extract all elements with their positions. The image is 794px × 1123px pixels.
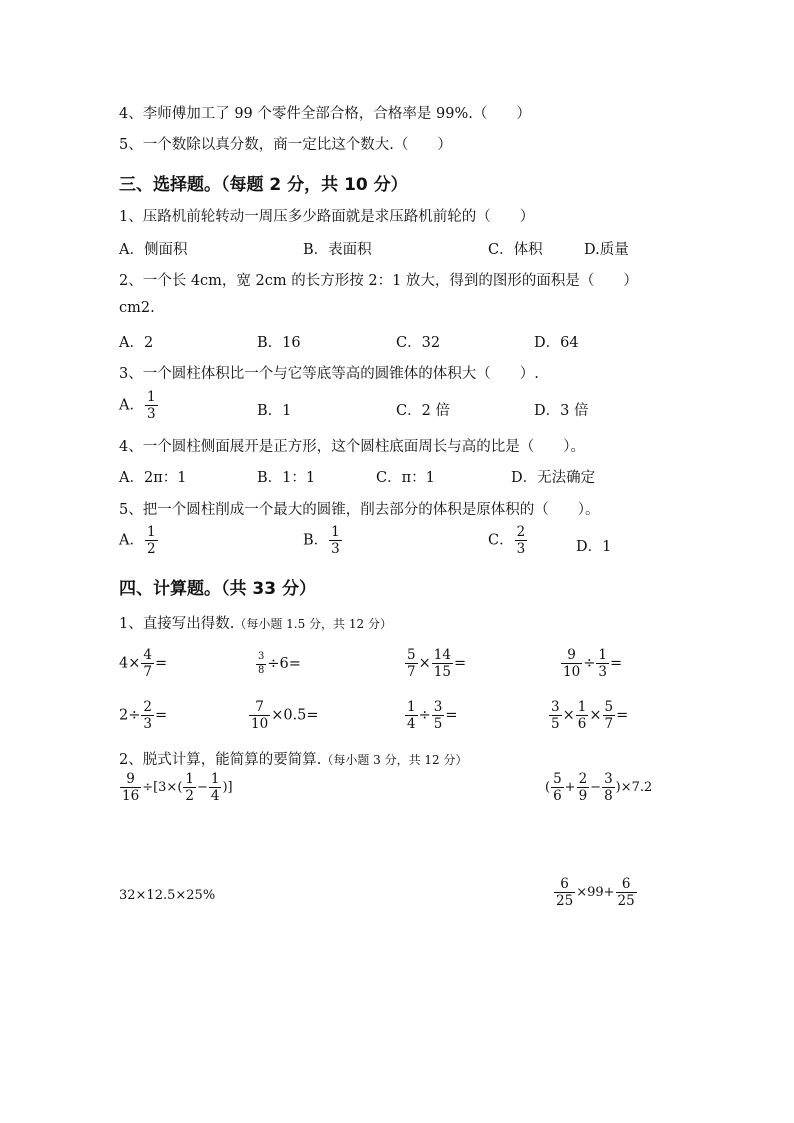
judge-q5: 5、一个数除以真分数，商一定比这个数大.（ ） [119, 137, 452, 153]
s3-q2-option-c: C．32 [396, 335, 441, 351]
calc-r1-e3: $\frac{5}{7}$ × $\frac{14}{15}$ = [407, 647, 467, 681]
s3-q2-stem-unit: cm2. [119, 300, 155, 316]
calc-r2-e1: 2÷ $\frac{2}{3}$ = [119, 699, 168, 733]
s4-part2-heading: 2、脱式计算，能简算的要简算.（每小题 3 分，共 12 分） [119, 752, 468, 768]
s3-q3-option-d: D．3 倍 [534, 403, 589, 419]
calc-r2-e4: $\frac{3}{5}$ × $\frac{1}{6}$ × $\frac{5}{7}$ = [551, 699, 629, 733]
calc-r2-e2: $\frac{7}{10}$ ×0.5= [251, 699, 319, 733]
s3-q4-option-d: D．无法确定 [511, 470, 596, 486]
s3-q2-option-a: A．2 [119, 335, 154, 351]
calc-r2-e3: $\frac{1}{4}$ ÷ $\frac{3}{5}$ = [407, 699, 458, 733]
fraction: $\frac{1}{3}$ [146, 389, 156, 423]
s3-q2-stem: 2、一个长 4cm，宽 2cm 的长方形按 2：1 放大，得到的图形的面积是（ ） [119, 273, 638, 289]
s3-q1-option-d: D.质量 [584, 242, 629, 258]
s3-q4-option-b: B．1：1 [257, 470, 316, 486]
fraction: $\frac{1}{3}$ [331, 524, 340, 558]
calc-c4: $\frac{6}{25}$ ×99+ $\frac{6}{25}$ [556, 876, 635, 910]
s3-q1-option-a: A．侧面积 [119, 242, 188, 258]
s3-q2-option-d: D．64 [534, 335, 579, 351]
s3-q5-option-b: B． $\frac{1}{3}$ [303, 524, 340, 558]
section3-title: 三、选择题。（每题 2 分，共 10 分） [119, 175, 408, 195]
fraction: $\frac{1}{2}$ [146, 524, 156, 558]
s3-q5-option-c: C． $\frac{2}{3}$ [488, 524, 526, 558]
s3-q3-option-b: B．1 [257, 403, 292, 419]
fraction: $\frac{2}{3}$ [516, 524, 526, 558]
s3-q4-option-a: A．2π：1 [119, 470, 187, 486]
s4-part1-heading: 1、直接写出得数.（每小题 1.5 分，共 12 分） [119, 616, 392, 632]
s3-q3-stem: 3、一个圆柱体积比一个与它等底等高的圆锥体的体积大（ ）. [119, 366, 539, 382]
calc-c1: $\frac{9}{16}$ ÷[3×( $\frac{1}{2}$ − $\frac{1}{4}$ )] [122, 771, 233, 805]
s3-q4-option-c: C．π：1 [376, 470, 435, 486]
s3-q1-stem: 1、压路机前轮转动一周压多少路面就是求压路机前轮的（ ） [119, 209, 535, 225]
s3-q3-option-a: A． $\frac{1}{3}$ [119, 389, 156, 423]
s3-q5-stem: 5、把一个圆柱削成一个最大的圆锥，削去部分的体积是原体积的（ ）。 [119, 502, 600, 518]
calc-r1-e2: $\frac{3}{8}$ ÷6= [258, 651, 301, 676]
s3-q3-option-c: C．2 倍 [396, 403, 450, 419]
calc-c2: ( $\frac{5}{6}$ + $\frac{2}{9}$ − $\frac{3}{8}$ )×7.2 [545, 771, 653, 805]
s3-q4-stem: 4、一个圆柱侧面展开是正方形，这个圆柱底面周长与高的比是（ ）。 [119, 439, 585, 455]
s3-q5-option-d: D．1 [576, 539, 612, 555]
s3-q1-option-b: B．表面积 [303, 242, 372, 258]
judge-q4: 4、李师傅加工了 99 个零件全部合格，合格率是 99%.（ ） [119, 106, 531, 122]
calc-r1-e1: 4× $\frac{4}{7}$ = [119, 647, 168, 681]
s3-q5-option-a: A． $\frac{1}{2}$ [119, 524, 156, 558]
s3-q1-option-c: C．体积 [488, 242, 543, 258]
s3-q2-option-b: B．16 [257, 335, 301, 351]
calc-r1-e4: $\frac{9}{10}$ ÷ $\frac{1}{3}$ = [563, 647, 623, 681]
calc-c3: 32×12.5×25% [119, 888, 216, 903]
section4-title: 四、计算题。（共 33 分） [119, 579, 316, 599]
